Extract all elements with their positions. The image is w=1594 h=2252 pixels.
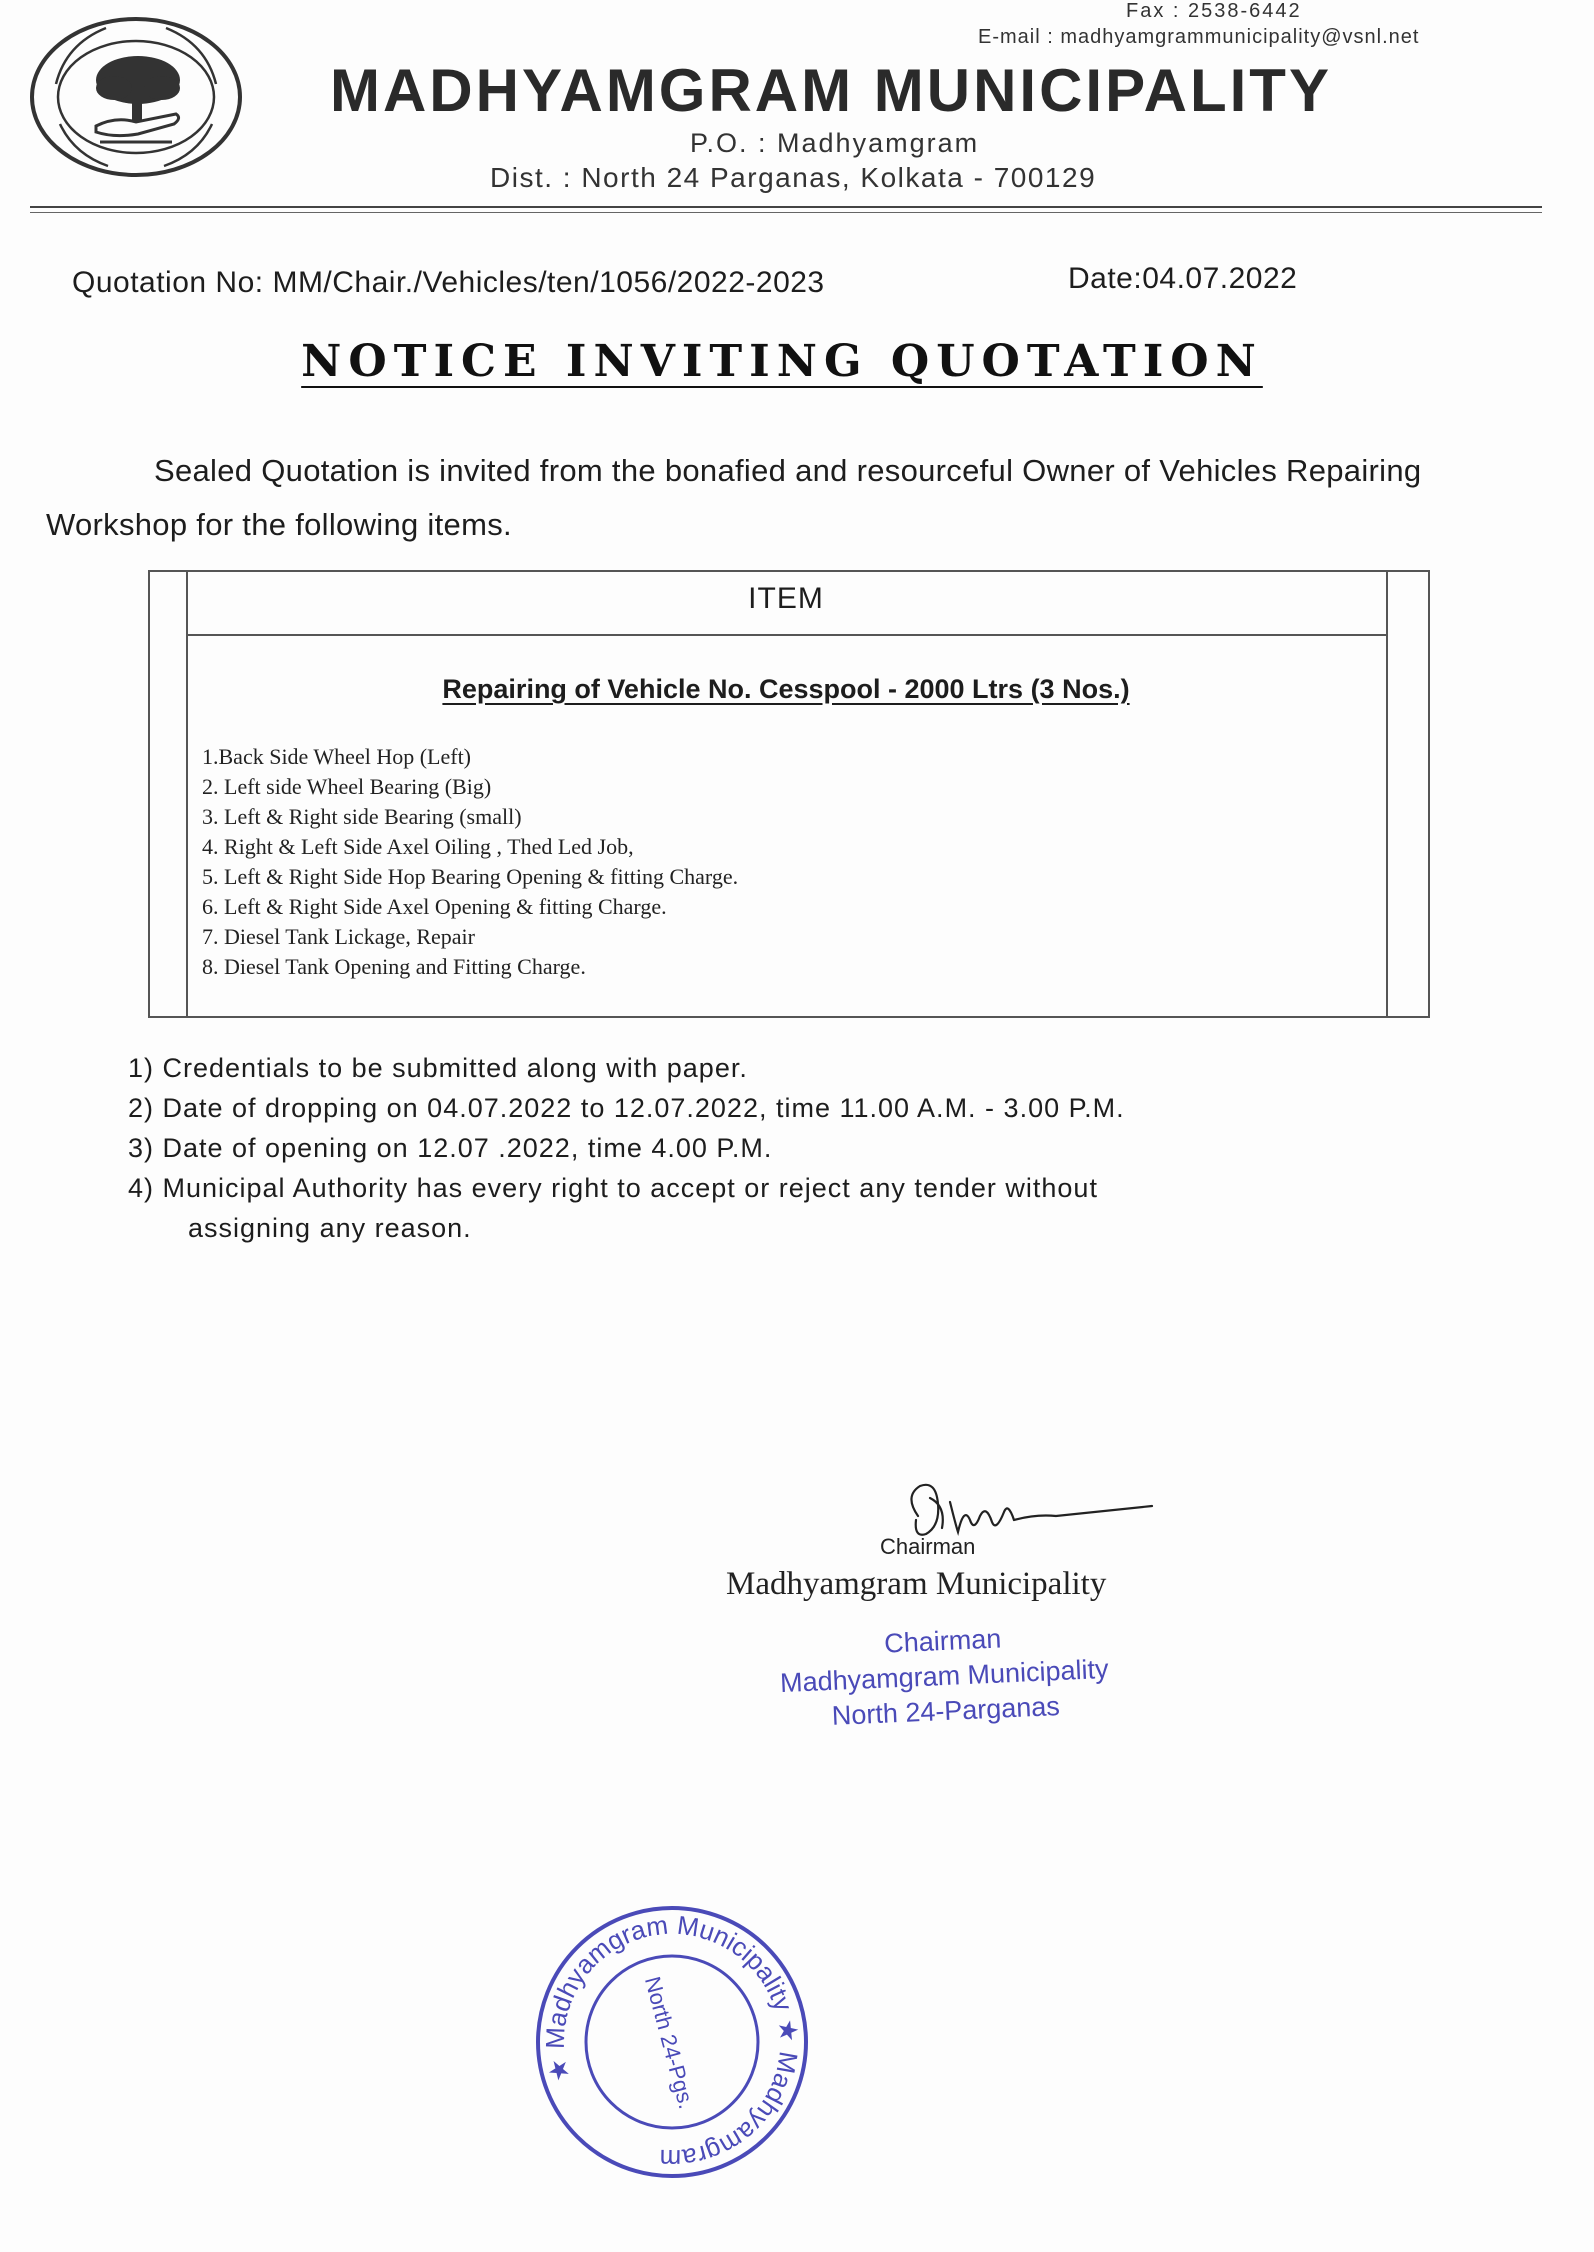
municipal-emblem-icon <box>26 14 246 180</box>
round-seal-icon <box>532 1902 812 2182</box>
condition-item: 3) Date of opening on 12.07 .2022, time 4.00 P.M. <box>128 1133 773 1163</box>
list-item: 3. Left & Right side Bearing (small) <box>202 804 522 829</box>
item-list <box>202 742 738 982</box>
stamp-line: North 24-Parganas <box>831 1691 1061 1731</box>
list-item: 4. Right & Left Side Axel Oiling , Thed Led Job, <box>202 834 634 859</box>
list-item: 2. Left side Wheel Bearing (Big) <box>202 774 492 799</box>
list-item: 6. Left & Right Side Axel Opening & fitting Charge. <box>202 894 667 919</box>
item-column-header: ITEM <box>748 582 824 615</box>
list-item: 7. Diesel Tank Lickage, Repair <box>202 924 475 949</box>
conditions-list <box>128 1048 1125 1248</box>
seal-ring-text: ★ Madhyamgram Municipality ★ Madhyamgram <box>539 1909 805 2175</box>
condition-item: 4) Municipal Authority has every right to accept or reject any tender without <box>128 1173 1098 1203</box>
letterhead-divider <box>30 206 1542 208</box>
fax-number: Fax : 2538-6442 <box>1126 0 1302 22</box>
signatory-organization: Madhyamgram Municipality <box>726 1566 1107 1602</box>
condition-item: 2) Date of dropping on 04.07.2022 to 12.07.2022, time 11.00 A.M. - 3.00 P.M. <box>128 1093 1125 1123</box>
condition-item: 1) Credentials to be submitted along with paper. <box>128 1053 748 1083</box>
condition-item-continuation: assigning any reason. <box>188 1213 472 1243</box>
quotation-number: Quotation No: MM/Chair./Vehicles/ten/1056/2022-2023 <box>72 266 825 299</box>
stamp-line: Madhyamgram Municipality <box>779 1653 1110 1699</box>
notice-date: Date:04.07.2022 <box>1068 262 1298 295</box>
intro-paragraph: Sealed Quotation is invited from the bonafied and resourceful Owner of Vehicles Repairing Workshop for the following items. <box>46 453 1422 542</box>
letterhead-divider-thin <box>30 212 1542 213</box>
stamp-line: Chairman <box>883 1623 1002 1659</box>
designation-stamp <box>778 1617 1111 1736</box>
table-left-rule <box>186 570 188 1016</box>
list-item: 5. Left & Right Side Hop Bearing Opening & fitting Charge. <box>202 864 739 889</box>
district-address: Dist. : North 24 Parganas, Kolkata - 700129 <box>490 162 1097 193</box>
item-title: Repairing of Vehicle No. Cesspool - 2000 Ltrs (3 Nos.) <box>442 674 1130 704</box>
list-item: 1.Back Side Wheel Hop (Left) <box>202 744 472 769</box>
notice-heading: NOTICE INVITING QUOTATION <box>301 336 1263 387</box>
post-office: P.O. : Madhyamgram <box>690 128 980 158</box>
table-right-rule <box>1386 570 1388 1016</box>
seal-center-text: North 24-Pgs. <box>639 1973 700 2112</box>
list-item: 8. Diesel Tank Opening and Fitting Charge. <box>202 954 586 979</box>
email-address: E-mail : madhyamgrammunicipality@vsnl.net <box>978 26 1420 48</box>
table-header-rule <box>186 634 1386 636</box>
organization-name: MADHYAMGRAM MUNICIPALITY <box>330 57 1332 124</box>
signatory-designation: Chairman <box>880 1534 976 1559</box>
